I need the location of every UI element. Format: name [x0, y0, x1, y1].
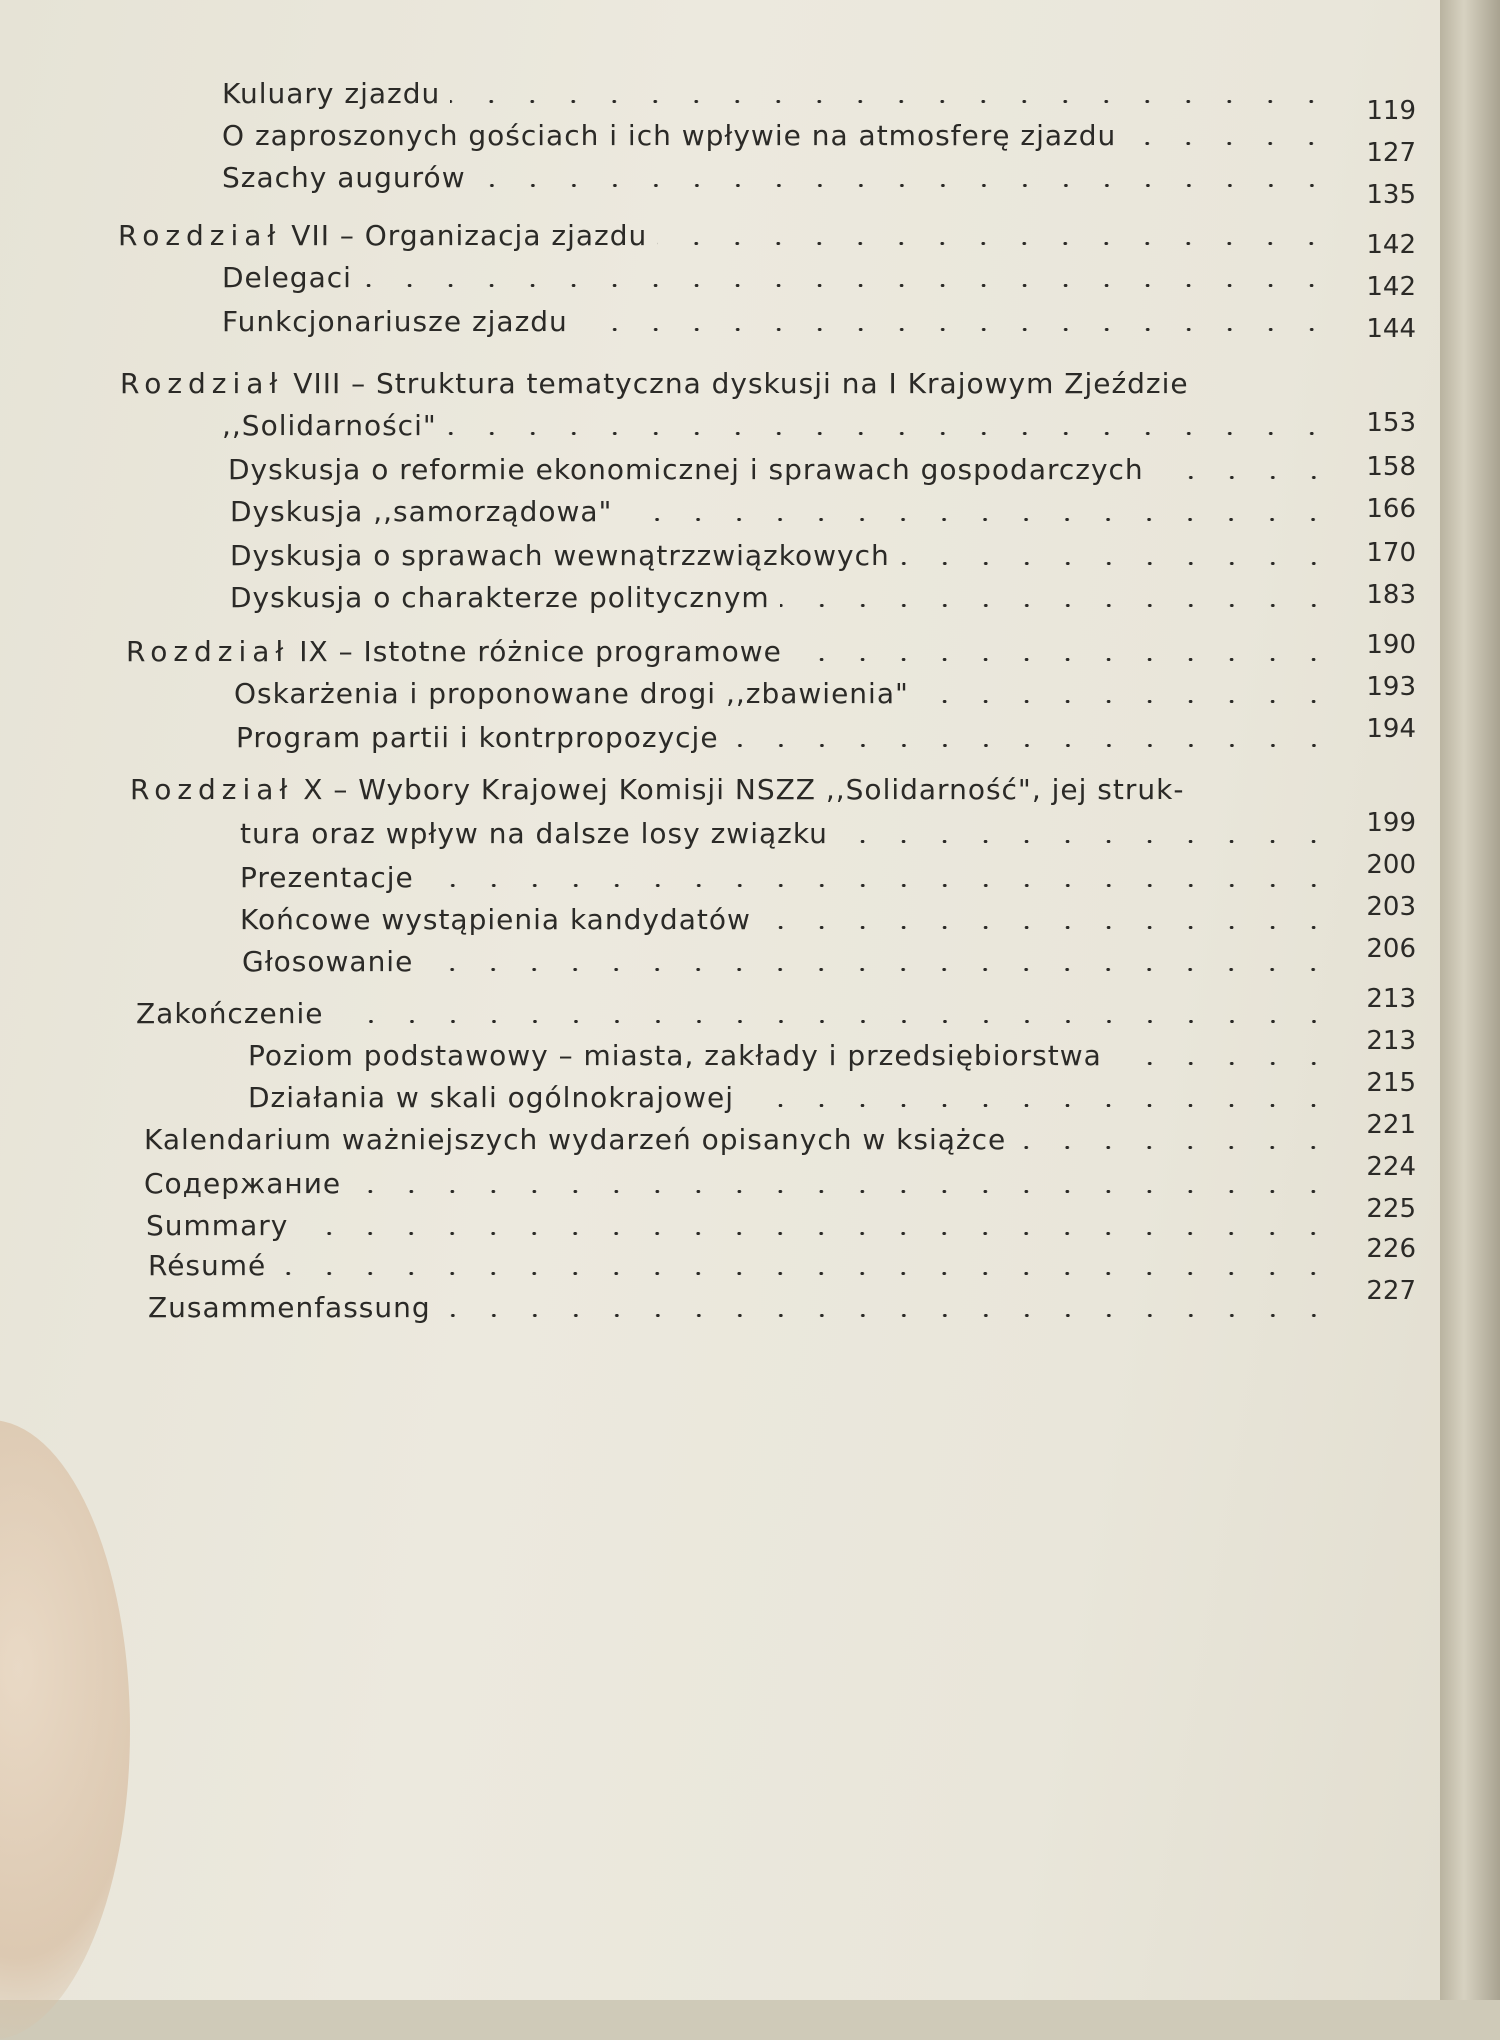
toc-title: Prezentacje: [240, 861, 414, 894]
toc-page-number: 215: [1366, 1068, 1416, 1098]
dot-leader: [447, 432, 1332, 435]
toc-page-number: 170: [1366, 538, 1416, 568]
toc-title: Program partii i kontrpropozycje: [236, 721, 719, 754]
dot-leader: [780, 604, 1334, 607]
toc-title: Funkcjonariusze zjazdu: [222, 305, 568, 338]
dot-leader: [476, 184, 1332, 187]
toc-chapter-entry: [126, 624, 1334, 668]
toc-page-number: 190: [1366, 630, 1416, 660]
chapter-label: Rozdział: [118, 219, 282, 252]
toc-title: Содержание: [144, 1167, 342, 1200]
dot-leader: [351, 1190, 1334, 1193]
toc-page-number: 225: [1366, 1194, 1416, 1224]
toc-title: Końcowe wystąpienia kandydatów: [240, 903, 751, 936]
dot-leader: [362, 284, 1332, 287]
toc-page-number: 193: [1366, 672, 1416, 702]
toc-page-number: 213: [1366, 984, 1416, 1014]
dot-leader: [334, 1020, 1334, 1023]
toc-title: Oskarżenia i proponowane drogi ,,zbawienia": [234, 677, 909, 710]
dot-leader: [450, 100, 1332, 103]
toc-page-number: 221: [1366, 1110, 1416, 1140]
dot-leader: [298, 1232, 1334, 1235]
toc-page-number: 158: [1366, 452, 1416, 482]
toc-page-number: 144: [1366, 314, 1416, 344]
toc-title: Résumé: [148, 1249, 267, 1282]
toc-title: Dyskusja o charakterze politycznym: [230, 581, 770, 614]
toc-page-number: 142: [1366, 230, 1416, 260]
dot-leader: [744, 1104, 1334, 1107]
dot-leader: [919, 700, 1334, 703]
dot-leader: [441, 1314, 1334, 1317]
toc-title: Delegaci: [222, 261, 352, 294]
toc-page-number: 194: [1366, 714, 1416, 744]
dot-leader: [1126, 142, 1332, 145]
toc-entry: [222, 398, 1332, 442]
toc-title: Dyskusja o reformie ekonomicznej i sprawach gospodarczych: [228, 453, 1144, 486]
dot-leader: [1112, 1062, 1334, 1065]
toc-page-number: 166: [1366, 494, 1416, 524]
toc-chapter-entry: [120, 356, 1334, 400]
dot-leader: [838, 840, 1334, 843]
toc-entry: [240, 806, 1334, 850]
toc-entry: [248, 1028, 1334, 1072]
dot-leader: [423, 968, 1334, 971]
toc-page-number: 119: [1366, 96, 1416, 126]
toc-entry: [222, 250, 1332, 294]
toc-entry: [222, 108, 1332, 152]
chapter-label: Rozdział: [120, 367, 284, 400]
toc-page-number: 199: [1366, 808, 1416, 838]
toc-page-number: 213: [1366, 1026, 1416, 1056]
toc-entry: [234, 666, 1334, 710]
toc-entry: [148, 1238, 1334, 1282]
toc-title: ,,Solidarności": [222, 409, 437, 442]
toc-entry: [230, 528, 1334, 572]
toc-entry: [148, 1280, 1334, 1324]
dot-leader: [761, 926, 1334, 929]
book-spine: [1440, 0, 1500, 2000]
toc-entry: [222, 66, 1332, 110]
dot-leader: [424, 884, 1334, 887]
toc-title: IX – Istotne różnice programowe: [299, 635, 782, 668]
toc-title: Kuluary zjazdu: [222, 77, 441, 110]
toc-title: VIII – Struktura tematyczna dyskusji na I Krajowym Zjeździe: [293, 367, 1189, 400]
toc-title: Szachy augurów: [222, 161, 466, 194]
toc-title: Zusammenfassung: [148, 1291, 431, 1324]
toc-title: Dyskusja o sprawach wewnątrzzwiązkowych: [230, 539, 890, 572]
dot-leader: [1016, 1146, 1334, 1149]
toc-title: VII – Organizacja zjazdu: [291, 219, 648, 252]
toc-title: Poziom podstawowy – miasta, zakłady i przedsiębiorstwa: [248, 1039, 1102, 1072]
toc-page-number: 203: [1366, 892, 1416, 922]
toc-entry: [144, 1112, 1334, 1156]
toc-title: Summary: [146, 1209, 289, 1242]
toc-entry: [136, 986, 1334, 1030]
toc-page-number: 200: [1366, 850, 1416, 880]
toc-entry: [146, 1198, 1334, 1242]
dot-leader: [729, 744, 1334, 747]
toc-page-number: 224: [1366, 1152, 1416, 1182]
toc-chapter-entry: [130, 762, 1334, 806]
toc-title: Głosowanie: [242, 945, 414, 978]
toc-page-number: 127: [1366, 138, 1416, 168]
dot-leader: [622, 518, 1334, 521]
toc-entry: [240, 892, 1334, 936]
toc-page-number: 206: [1366, 934, 1416, 964]
dot-leader: [1154, 476, 1334, 479]
toc-entry: [236, 710, 1334, 754]
toc-title: tura oraz wpływ na dalsze losy związku: [240, 817, 828, 850]
toc-entry: [242, 934, 1334, 978]
toc-title: Zakończenie: [136, 997, 324, 1030]
toc-entry: [222, 150, 1332, 194]
toc-title: O zaproszonych gościach i ich wpływie na atmosferę zjazdu: [222, 119, 1117, 152]
toc-page-number: 135: [1366, 180, 1416, 210]
toc-entry: [230, 484, 1334, 528]
dot-leader: [900, 562, 1334, 565]
toc-title: Kalendarium ważniejszych wydarzeń opisanych w książce: [144, 1123, 1007, 1156]
toc-page-number: 227: [1366, 1276, 1416, 1306]
toc-chapter-entry: [118, 208, 1332, 252]
dot-leader: [578, 328, 1332, 331]
chapter-label: Rozdział: [130, 773, 294, 806]
toc-entry: [144, 1156, 1334, 1200]
toc-entry: [228, 442, 1334, 486]
toc-title: X – Wybory Krajowej Komisji NSZZ ,,Solidarność", jej struk-: [303, 773, 1185, 806]
toc-page-number: 142: [1366, 272, 1416, 302]
toc-entry: [222, 294, 1332, 338]
toc-page-number: 183: [1366, 580, 1416, 610]
dot-leader: [657, 242, 1332, 245]
toc-entry: [248, 1070, 1334, 1114]
toc-page-number: 226: [1366, 1234, 1416, 1264]
dot-leader: [276, 1272, 1334, 1275]
toc-entry: [230, 570, 1334, 614]
toc-entry: [240, 850, 1334, 894]
dot-leader: [792, 658, 1334, 661]
chapter-label: Rozdział: [126, 635, 290, 668]
toc-page-number: 153: [1366, 408, 1416, 438]
toc-title: Działania w skali ogólnokrajowej: [248, 1081, 735, 1114]
toc-title: Dyskusja ,,samorządowa": [230, 495, 613, 528]
